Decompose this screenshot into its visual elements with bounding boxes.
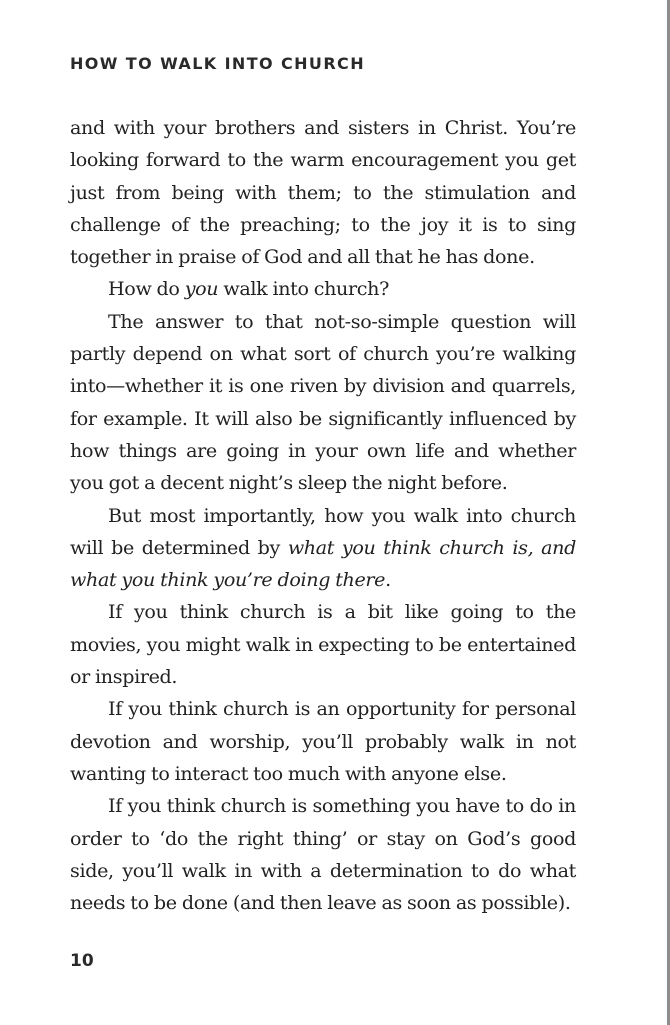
paragraph-6: If you think church is an opportunity for personal devotion and worship, you’ll probably walk in not wanting to interact too much with anyone else. bbox=[70, 697, 576, 785]
paragraph-7: If you think church is something you have to do in order to ‘do the right thing’ or stay on God’s good side, you’ll walk in with a determination to do what needs to be done (and then leave as soon as possible). bbox=[70, 794, 576, 915]
paragraph-2 bbox=[70, 273, 576, 305]
page-number: 10 bbox=[70, 951, 94, 971]
running-head: HOW TO WALK INTO CHURCH bbox=[70, 54, 365, 73]
body-text bbox=[70, 112, 576, 919]
paragraph-4 bbox=[70, 500, 576, 597]
paragraph-4-text-after: . bbox=[385, 568, 391, 592]
paragraph-2-text-before: How do bbox=[108, 277, 185, 301]
paragraph-5: If you think church is a bit like going to the movies, you might walk in expecting to be entertained or inspired. bbox=[70, 600, 576, 689]
paragraph-2-emphasis: you bbox=[184, 277, 219, 301]
paragraph-4-text-before: But most importantly, how you walk into church will be determined by bbox=[70, 503, 576, 559]
paragraph-3: The answer to that not-so-simple question will partly depend on what sort of church you’re walking into—whether it is one riven by division and quarrels, for example. It will also be significantly influenced by how things are going in your own life and whether you got a decent night’s sleep the night before. bbox=[70, 309, 576, 495]
paragraph-1: and with your brothers and sisters in Christ. You’re looking forward to the warm encouragement you get just from being with them; to the stimulation and challenge of the preaching; to the joy it is to sing together in praise of God and all that he has done. bbox=[70, 116, 576, 269]
paragraph-2-text-after: walk into church? bbox=[218, 277, 389, 301]
paragraph-4-emphasis: what you think church is, and what you think you’re doing there bbox=[70, 535, 576, 592]
